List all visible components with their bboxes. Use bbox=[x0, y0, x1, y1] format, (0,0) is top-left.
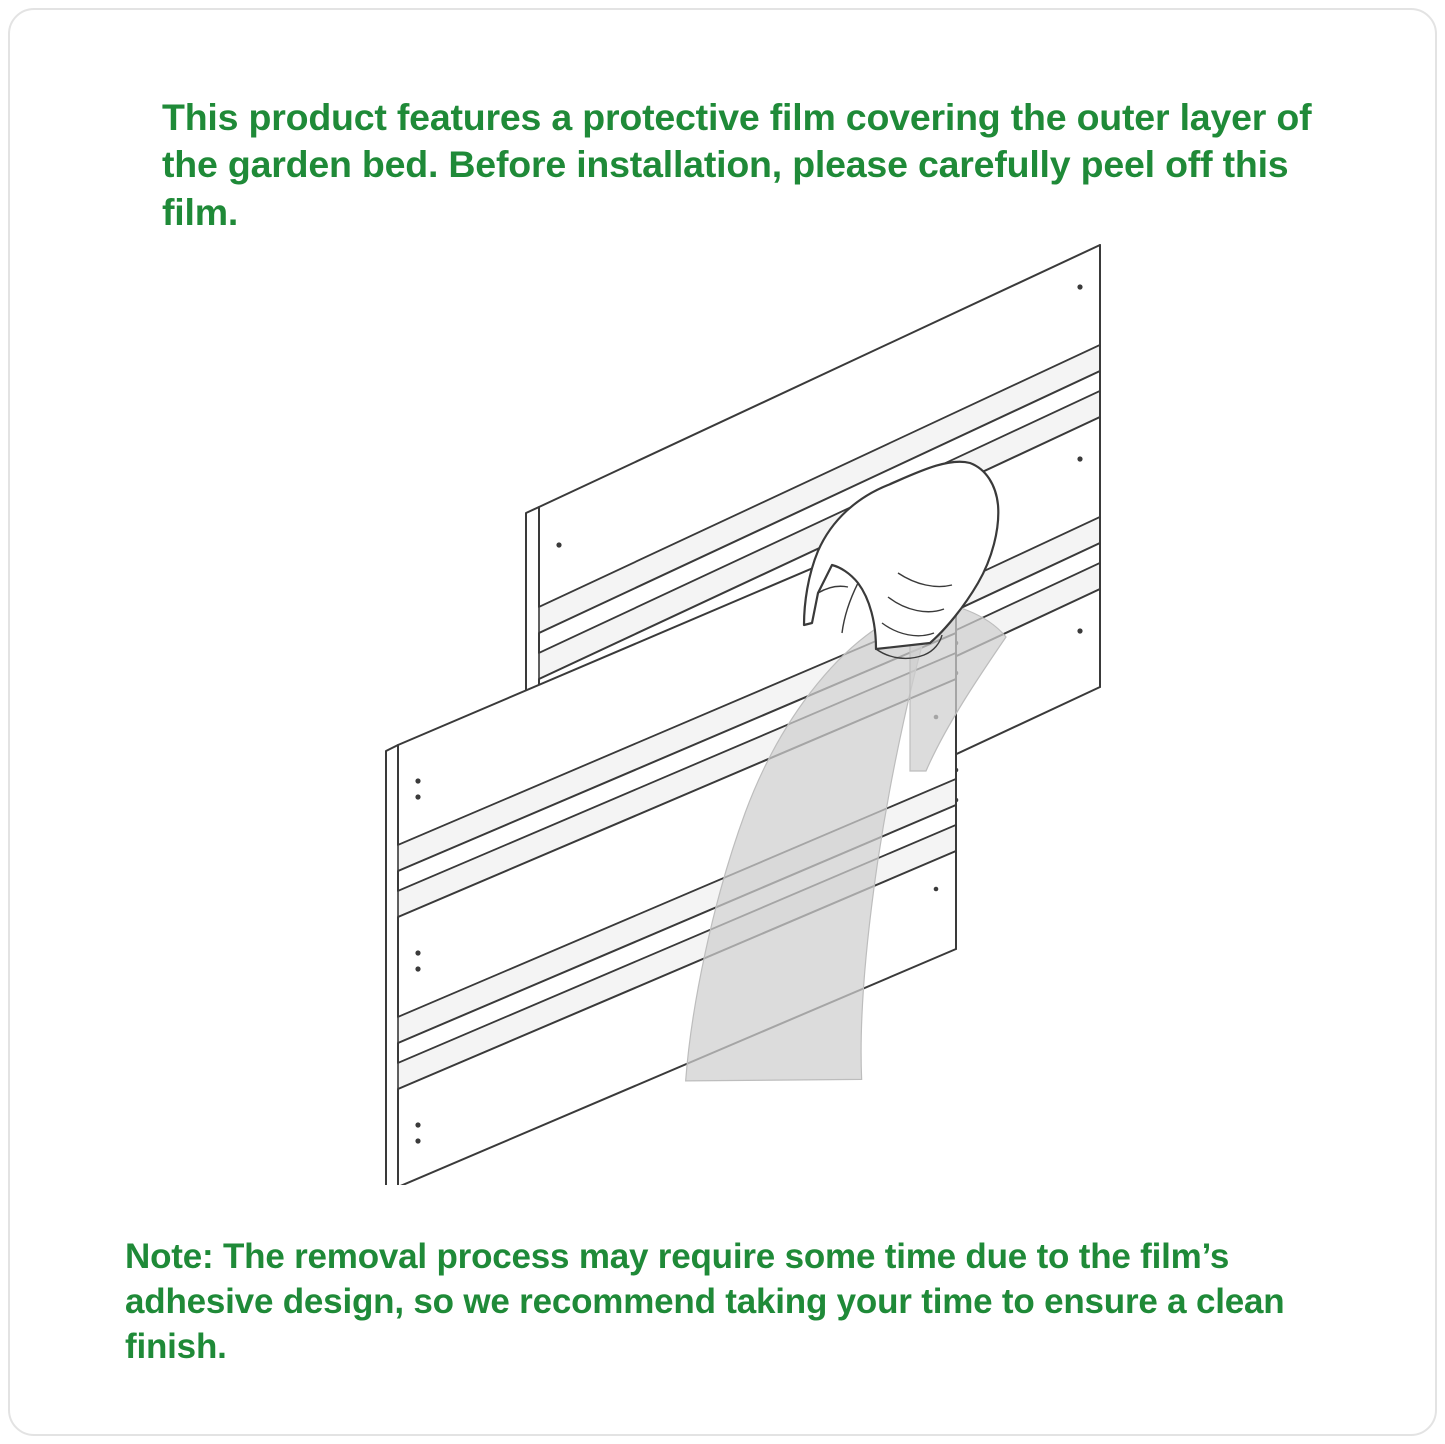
instruction-card bbox=[8, 8, 1437, 1436]
headline-text: This product features a protective film covering the outer layer of the garden bed. Before installation, please carefully peel off this film. bbox=[162, 96, 1312, 233]
note-text: Note: The removal process may require some time due to the film’s adhesive design, so we recommend taking your time to ensure a clean finish. bbox=[125, 1237, 1285, 1366]
garden-bed-panels-peel-film-diagram bbox=[310, 225, 1170, 1185]
